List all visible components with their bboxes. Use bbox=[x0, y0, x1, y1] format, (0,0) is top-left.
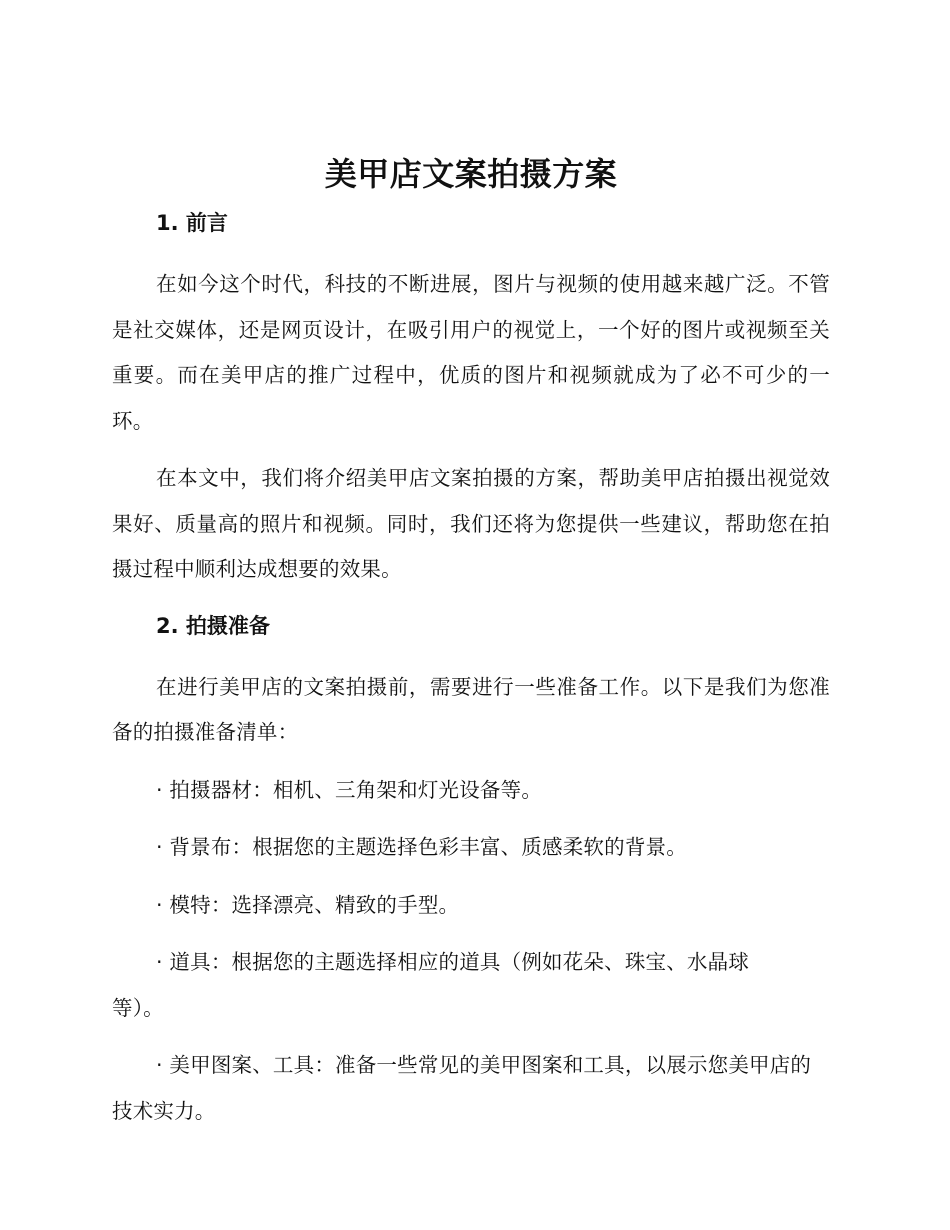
paragraph: 在进行美甲店的文案拍摄前，需要进行一些准备工作。以下是我们为您准备的拍摄准备清单： bbox=[112, 674, 830, 744]
section-heading-preparation: 2. 拍摄准备 bbox=[156, 613, 270, 638]
document-title: 美甲店文案拍摄方案 bbox=[324, 155, 618, 193]
paragraph: 在本文中，我们将介绍美甲店文案拍摄的方案，帮助美甲店拍摄出视觉效果好、质量高的照片和视频。同时，我们还将为您提供一些建议，帮助您在拍摄过程中顺利达成想要的效果。 bbox=[112, 466, 830, 581]
document-page bbox=[112, 148, 830, 1134]
paragraph: 在如今这个时代，科技的不断进展，图片与视频的使用越来越广泛。不管是社交媒体，还是网页设计，在吸引用户的视觉上，一个好的图片或视频至关重要。而在美甲店的推广过程中，优质的图片和视频就成为了必不可少的一环。 bbox=[112, 272, 830, 433]
list-item: · 美甲图案、工具：准备一些常见的美甲图案和工具，以展示您美甲店的技术实力。 bbox=[112, 1053, 812, 1123]
list-item: · 模特：选择漂亮、精致的手型。 bbox=[156, 892, 460, 917]
list-item: · 道具：根据您的主题选择相应的道具（例如花朵、珠宝、水晶球等）。 bbox=[112, 950, 750, 1020]
list-item: · 拍摄器材：相机、三角架和灯光设备等。 bbox=[156, 777, 543, 802]
section-heading-preface: 1. 前言 bbox=[156, 211, 228, 235]
list-item: · 背景布：根据您的主题选择色彩丰富、质感柔软的背景。 bbox=[156, 835, 687, 859]
